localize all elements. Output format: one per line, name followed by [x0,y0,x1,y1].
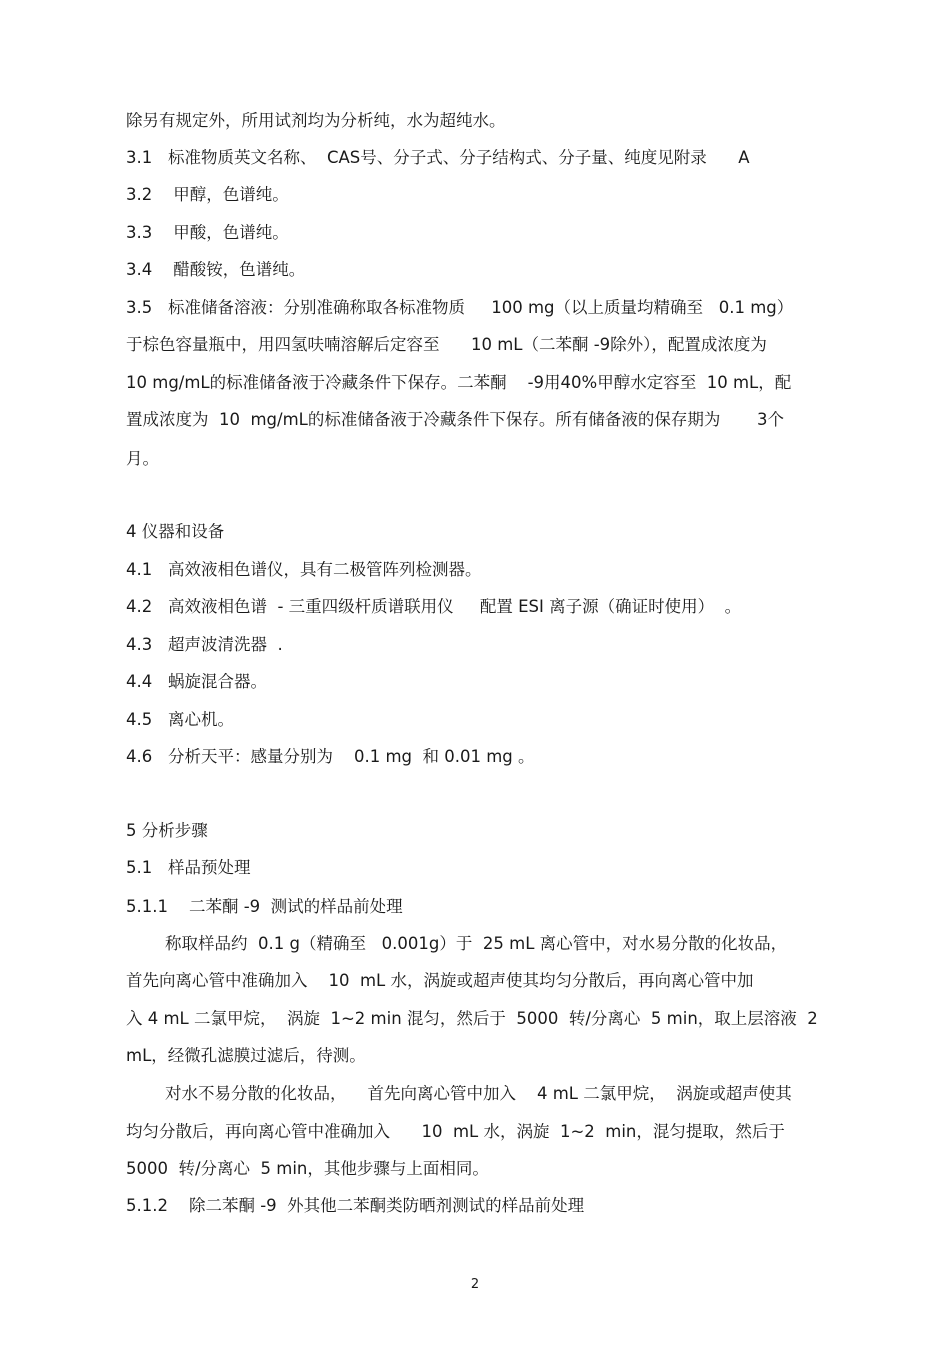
para-2-line-1: 对水不易分散的化妆品， 首先向离心管中加入 4 mL 二氯甲烷， 涡旋或超声使其 [165,1084,792,1103]
item-3-4: 3.4 醋酸铵，色谱纯。 [126,260,306,279]
item-3-5-line-1: 3.5 标准储备溶液：分别准确称取各标准物质 100 mg（以上质量均精确至 0.1 mg） [126,298,794,317]
item-3-5-line-4: 置成浓度为 10 mg/mL的标准储备液于冷藏条件下保存。所有储备液的保存期为 3个 [126,410,785,429]
item-5-1-2: 5.1.2 除二苯酮 -9 外其他二苯酮类防晒剂测试的样品前处理 [126,1196,585,1215]
para-1-line-3: 入 4 mL 二氯甲烷， 涡旋 1~2 min 混匀，然后于 5000 转/分离心 5 min，取上层溶液 2 [126,1009,818,1028]
item-4-1: 4.1 高效液相色谱仪，具有二极管阵列检测器。 [126,560,482,579]
item-3-5-line-3: 10 mg/mL的标准储备液于冷藏条件下保存。二苯酮 -9用40%甲醇水定容至 10 mL，配 [126,373,792,392]
section-4-heading: 4 仪器和设备 [126,522,225,541]
item-4-5: 4.5 离心机。 [126,710,234,729]
para-1-line-2: 首先向离心管中准确加入 10 mL 水，涡旋或超声使其均匀分散后，再向离心管中加 [126,971,754,990]
reagent-note: 除另有规定外，所用试剂均为分析纯，水为超纯水。 [126,111,506,130]
item-4-3: 4.3 超声波清洗器 . [126,635,283,654]
page-number: 2 [470,1277,480,1292]
para-1-line-1: 称取样品约 0.1 g（精确至 0.001g）于 25 mL 离心管中，对水易分散的化妆品， [165,934,788,953]
item-3-2: 3.2 甲醇，色谱纯。 [126,185,289,204]
item-3-1: 3.1 标准物质英文名称、 CAS号、分子式、分子结构式、分子量、纯度见附录 A [126,148,750,167]
item-4-6: 4.6 分析天平：感量分别为 0.1 mg 和 0.01 mg 。 [126,747,535,766]
item-3-3: 3.3 甲酸，色谱纯。 [126,223,289,242]
item-3-5-line-2: 于棕色容量瓶中，用四氢呋喃溶解后定容至 10 mL（二苯酮 -9除外），配置成浓度为 [126,335,767,354]
section-5-heading: 5 分析步骤 [126,821,208,840]
item-5-1: 5.1 样品预处理 [126,858,251,877]
item-5-1-1: 5.1.1 二苯酮 -9 测试的样品前处理 [126,897,403,916]
para-2-line-3: 5000 转/分离心 5 min，其他步骤与上面相同。 [126,1159,489,1178]
para-2-line-2: 均匀分散后，再向离心管中准确加入 10 mL 水，涡旋 1~2 min，混匀提取，然后于 [126,1122,785,1141]
item-3-5-line-5: 月。 [126,449,159,468]
item-4-4: 4.4 蜗旋混合器。 [126,672,267,691]
para-1-line-4: mL，经微孔滤膜过滤后，待测。 [126,1046,366,1065]
item-4-2: 4.2 高效液相色谱 - 三重四级杆质谱联用仪 配置 ESI 离子源（确证时使用） 。 [126,597,742,616]
